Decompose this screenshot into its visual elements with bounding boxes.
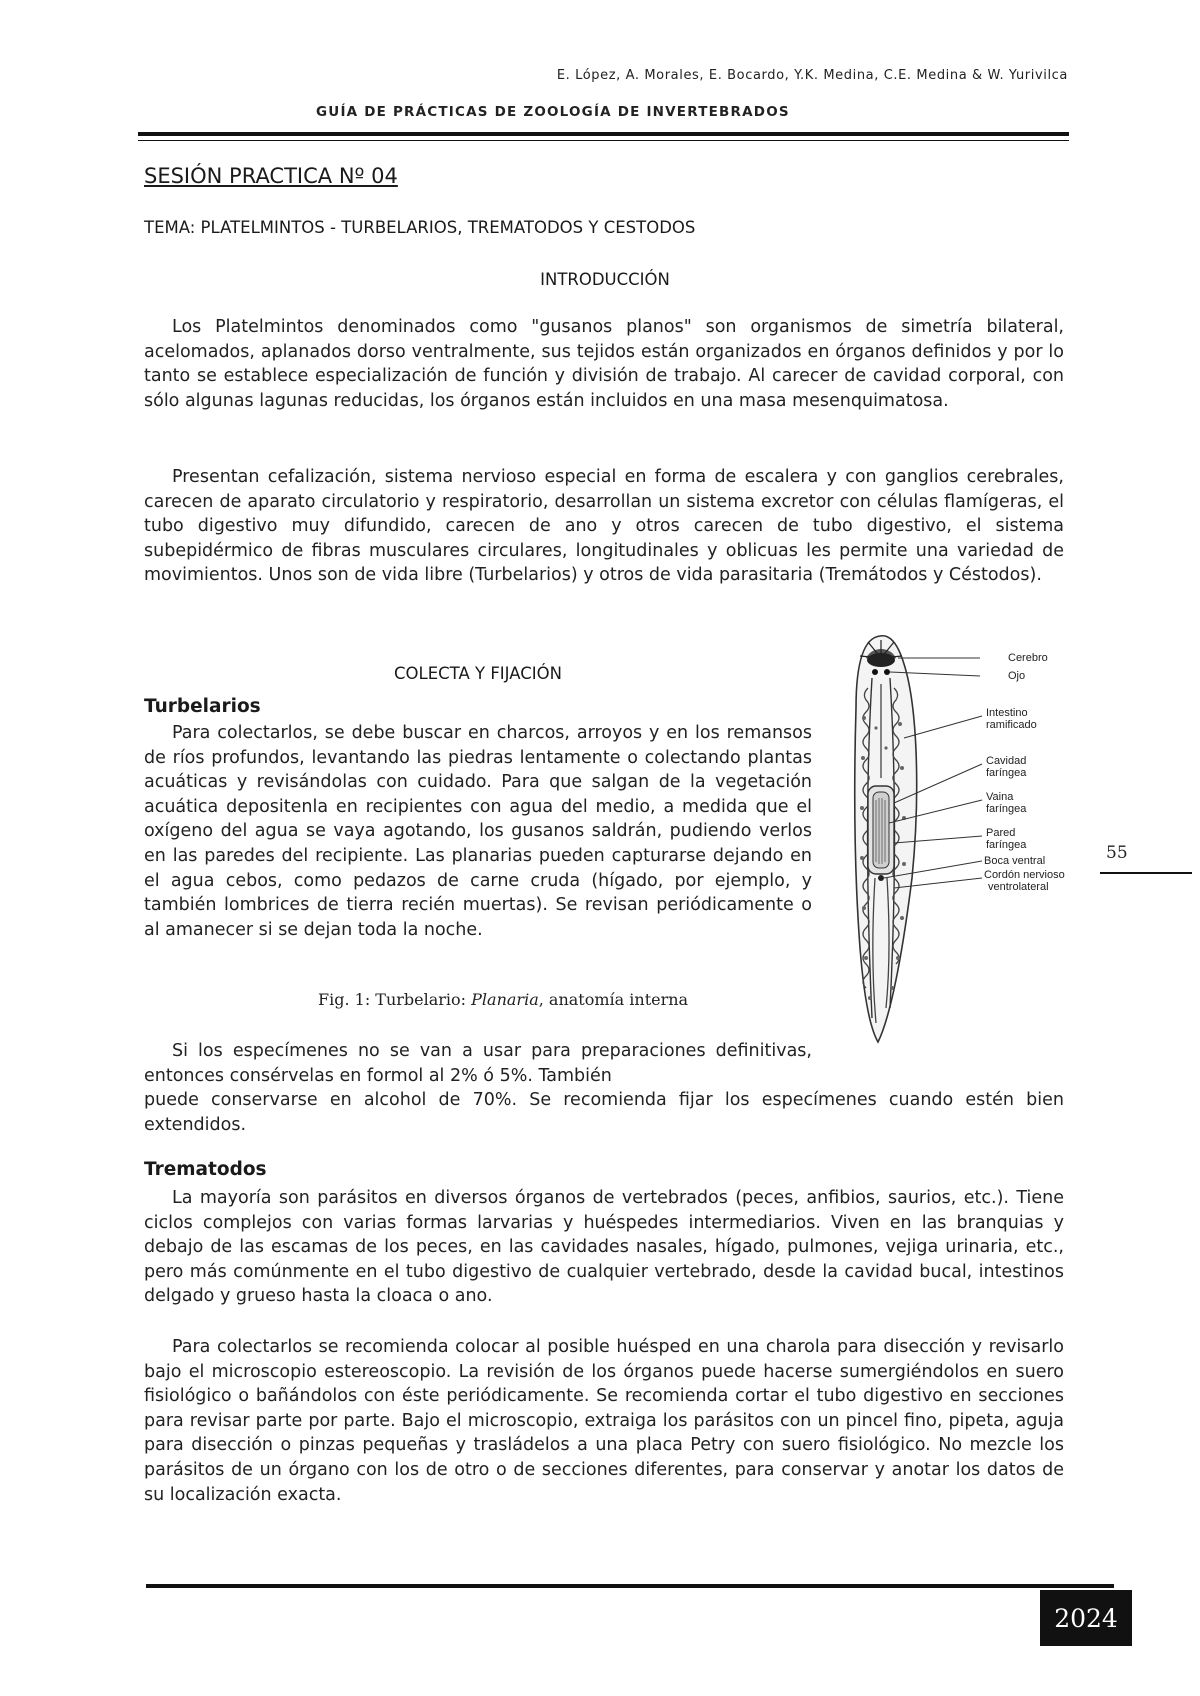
header-rule-thick bbox=[138, 132, 1069, 136]
label-pared-1: Pared bbox=[986, 827, 1016, 839]
figure-caption-genus: Planaria bbox=[471, 990, 539, 1009]
eye-right bbox=[884, 669, 890, 675]
label-cordon-1: Cordón nervioso bbox=[984, 869, 1065, 881]
trematodos-heading: Trematodos bbox=[144, 1159, 267, 1180]
header-authors: E. López, A. Morales, E. Bocardo, Y.K. Medina, C.E. Medina & W. Yurivilca bbox=[556, 68, 1068, 83]
trematodos-paragraph-2: Para colectarlos se recomienda colocar al posible huésped en una charola para disección y revisarlo bajo el microscopio estereoscopio. La revisión de los órganos puede hacerse sumergiéndolos en suero fisiológico o bañándolos con éste periódicamente. Se recomienda cortar el tubo digestivo en secciones para revisar parte por parte. Bajo el microscopio, extraiga los parásitos con un pincel fino, pipeta, aguja para disección o pinzas pequeñas y trasládelos a una placa Petry con suero fisiológico. No mezcle los parásitos de un órgano con los de otro o de secciones diferentes, para conservar y anotar los datos de su localización exacta. bbox=[144, 1337, 1064, 1505]
label-cordon-2: ventrolateral bbox=[988, 881, 1049, 893]
pharynx-sheath bbox=[873, 792, 889, 868]
mouth-ventral bbox=[878, 875, 884, 881]
intro-heading: INTRODUCCIÓN bbox=[540, 270, 670, 289]
collect-heading: COLECTA Y FIJACIÓN bbox=[394, 664, 562, 683]
preservation-paragraph-start: Si los especímenes no se van a usar para preparaciones definitivas, entonces consérvelas en formol al 2% ó 5%. También bbox=[144, 1041, 812, 1086]
guide-title: GUÍA DE PRÁCTICAS DE ZOOLOGÍA DE INVERTEBRADOS bbox=[316, 104, 790, 120]
page-number: 55 bbox=[1106, 843, 1128, 863]
preservation-paragraph-end: puede conservarse en alcohol de 70%. Se recomienda fijar los especímenes cuando estén bien extendidos. bbox=[144, 1090, 1064, 1135]
label-vaina-1: Vaina bbox=[986, 791, 1014, 803]
turbelarios-paragraph: Para colectarlos, se debe buscar en charcos, arroyos y en los remansos de ríos profundos, levantando las piedras lentamente o colectando plantas acuáticas y revisándolas con cuidado. Para que salgan de la vegetación acuática depositenla en recipientes con agua del medio, a medida que el oxígeno del agua se vaya agotando, los gusanos saldrán, pudiendo verlos en las paredes del recipiente. Las planarias pueden capturarse dejando en el agua cebos, como pedazos de carne cruda (hígado, por ejemplo, y también lombrices de tierra recién muertas). Se revisan periódicamente o al amanecer si se dejan toda la noche. bbox=[144, 723, 812, 940]
label-pared-2: faríngea bbox=[986, 839, 1027, 851]
header-rule-thin bbox=[138, 140, 1069, 141]
eye-left bbox=[872, 669, 878, 675]
label-vaina-2: faríngea bbox=[986, 803, 1027, 815]
intro-paragraph-1: Los Platelmintos denominados como "gusanos planos" son organismos de simetría bilateral, acelomados, aplanados dorso ventralmente, sus tejidos están organizados en órganos definidos y por lo tanto se establece especialización de función y división de trabajo. Al carecer de cavidad corporal, con sólo algunas lagunas reducidas, los órganos están incluidos en una masa mesenquimatosa. bbox=[144, 317, 1064, 411]
turbelarios-heading: Turbelarios bbox=[144, 696, 261, 717]
page-number-rule bbox=[1100, 872, 1192, 874]
trematodos-paragraph-1: La mayoría son parásitos en diversos órganos de vertebrados (peces, anfibios, saurios, etc.). Tiene ciclos complejos con varias formas larvarias y huéspedes intermediarios. Viven en las branquias y debajo de las escamas de los peces, en las cavidades nasales, hígado, pulmones, vejiga urinaria, etc., pero más comúnmente en el tubo digestivo de cualquier vertebrado, desde la cavidad bucal, intestinos delgado y grueso hasta la cloaca o ano. bbox=[144, 1188, 1064, 1307]
label-cavidad-2: faríngea bbox=[986, 767, 1027, 779]
label-boca: Boca ventral bbox=[984, 855, 1046, 867]
intro-paragraph-2: Presentan cefalización, sistema nervioso especial en forma de escalera y con ganglios cerebrales, carecen de aparato circulatorio y respiratorio, desarrollan un sistema excretor con células flamígeras, el tubo digestivo muy difundido, carecen de ano y otros carecen de tubo digestivo, el sistema subepidérmico de fibras musculares circulares, longitudinales y oblicuas les permite una variedad de movimientos. Unos son de vida libre (Turbelarios) y otros de vida parasitaria (Tremátodos y Céstodos). bbox=[144, 467, 1064, 586]
topic-title: TEMA: PLATELMINTOS - TURBELARIOS, TREMATODOS Y CESTODOS bbox=[144, 218, 696, 237]
label-ojo: Ojo bbox=[1008, 670, 1026, 682]
label-intestino-1: Intestino bbox=[986, 707, 1028, 719]
footer-rule bbox=[146, 1584, 1114, 1588]
planaria-anatomy-figure bbox=[820, 628, 1075, 1050]
label-cerebro: Cerebro bbox=[1008, 652, 1048, 664]
label-intestino-2: ramificado bbox=[986, 719, 1037, 731]
footer-year: 2024 bbox=[1040, 1590, 1132, 1646]
label-cavidad-1: Cavidad bbox=[986, 755, 1027, 767]
session-title: SESIÓN PRACTICA Nº 04 bbox=[144, 164, 398, 188]
figure-caption: Fig. 1: Turbelario: Planaria, anatomía interna bbox=[318, 990, 689, 1009]
